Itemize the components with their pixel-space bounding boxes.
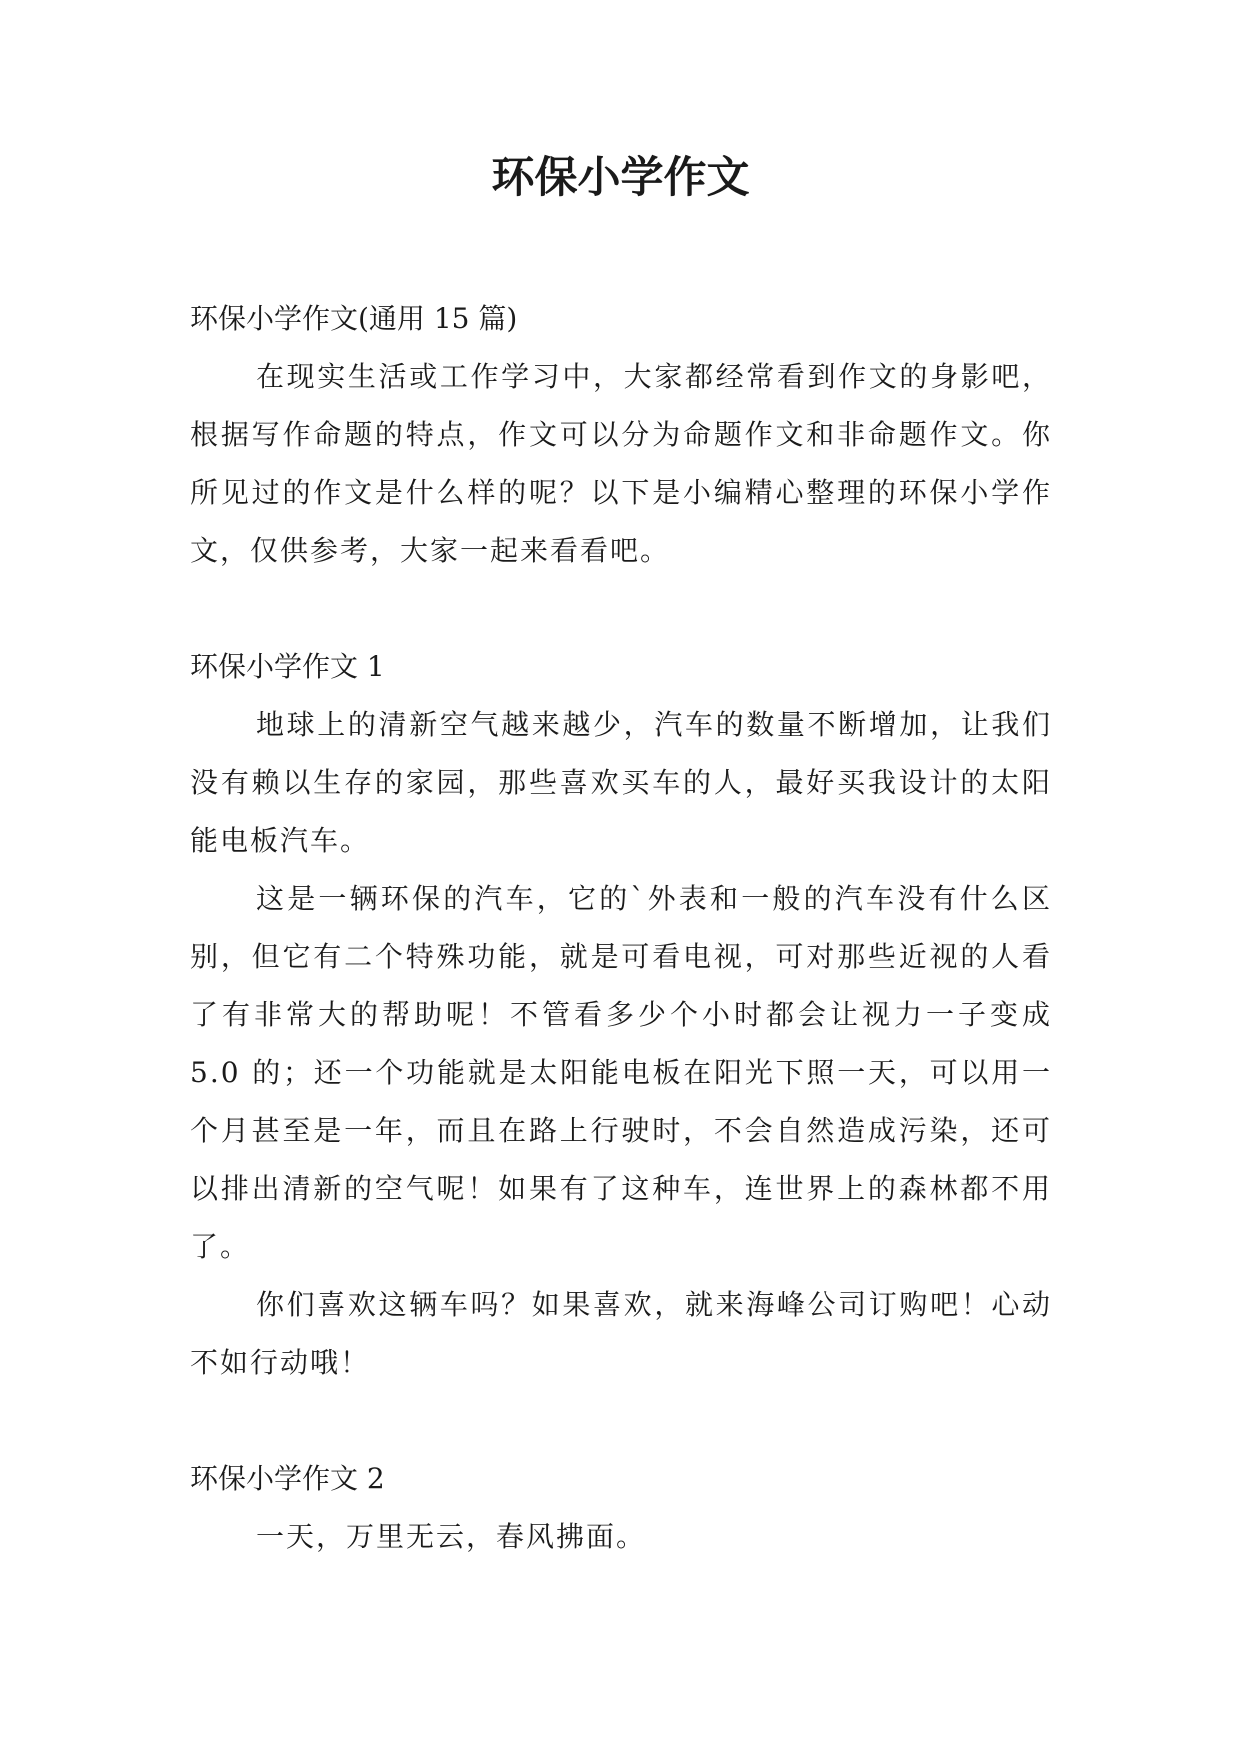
section-paragraph: 地球上的清新空气越来越少，汽车的数量不断增加，让我们没有赖以生存的家园，那些喜欢买车的人，最好买我设计的太阳能电板汽车。 — [190, 708, 1052, 857]
section-paragraph: 这是一辆环保的汽车，它的`外表和一般的汽车没有什么区别，但它有二个特殊功能，就是可看电视，可对那些近视的人看了有非常大的帮助呢！不管看多少个小时都会让视力一子变成 5.0 的；还一个功能就是太阳能电板在阳光下照一天，可以用一个月甚至是一年，而且在路上行驶时，不会自然造成污染，还可以排出清新的空气呢！如果有了这种车，连世界上的森林都不用了。 — [190, 882, 1052, 1263]
document-body — [190, 290, 1052, 1566]
section-paragraph: 一天，万里无云，春风拂面。 — [256, 1520, 647, 1553]
document-subtitle: 环保小学作文(通用 15 篇) — [190, 302, 518, 335]
section-paragraph: 你们喜欢这辆车吗？如果喜欢，就来海峰公司订购吧！心动不如行动哦！ — [190, 1288, 1052, 1379]
section-heading: 环保小学作文 2 — [190, 1462, 385, 1495]
section-heading: 环保小学作文 1 — [190, 650, 385, 683]
document-title: 环保小学作文 — [491, 153, 750, 203]
section-gap — [190, 1392, 1052, 1450]
intro-paragraph: 在现实生活或工作学习中，大家都经常看到作文的身影吧，根据写作命题的特点，作文可以分为命题作文和非命题作文。你所见过的作文是什么样的呢？以下是小编精心整理的环保小学作文，仅供参考，大家一起来看看吧。 — [190, 360, 1052, 567]
section-gap — [190, 580, 1052, 638]
